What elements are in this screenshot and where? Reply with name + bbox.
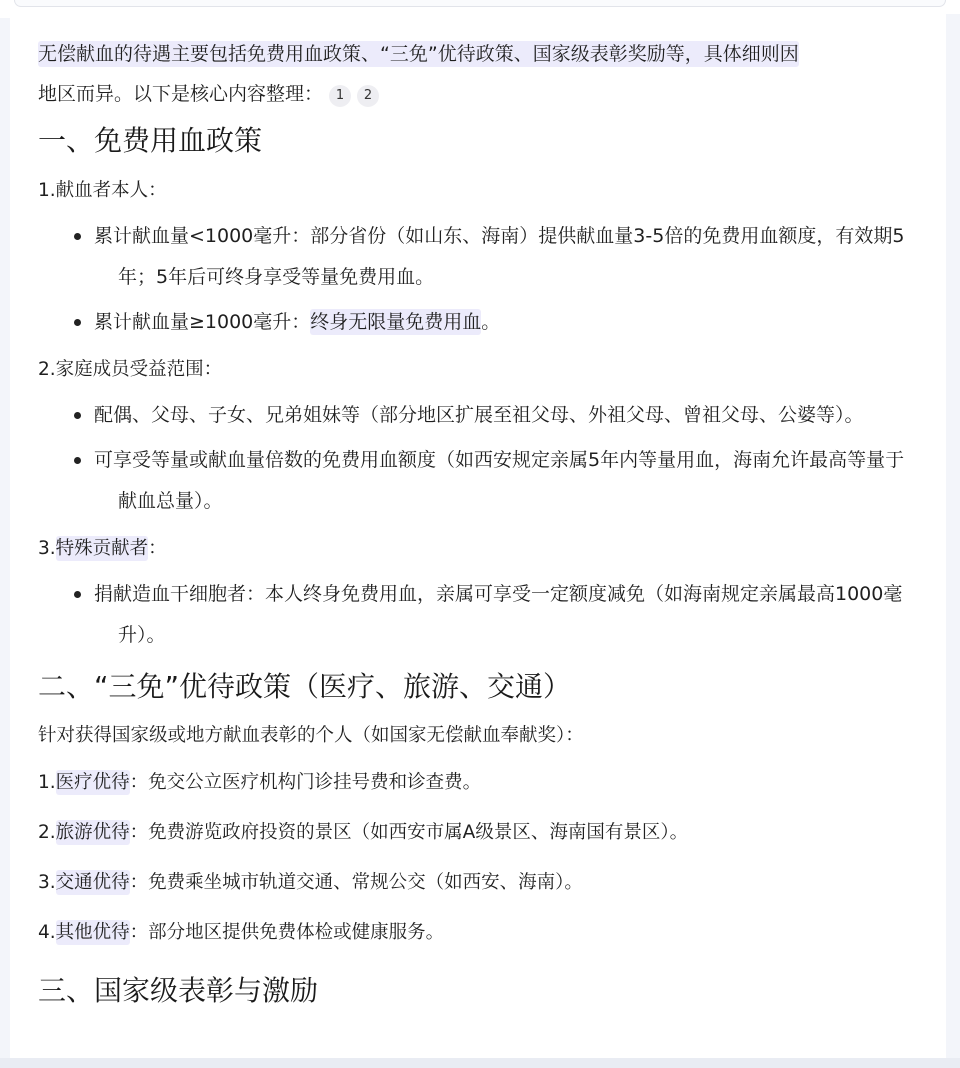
bullet-text: 捐献造血干细胞者：本人终身免费用血，亲属可享受一定额度减免（如海南规定亲属最高1000毫升）。 bbox=[94, 583, 903, 646]
section2-intro: 针对获得国家级或地方献血表彰的个人（如国家无偿献血奉献奖）： bbox=[38, 725, 584, 746]
group-3-bullets bbox=[38, 574, 918, 656]
page-margin bbox=[946, 14, 960, 1058]
answer-content bbox=[38, 34, 918, 1018]
group-number: 2. bbox=[38, 359, 56, 380]
item-text: ：免交公立医疗机构门诊挂号费和诊查费。 bbox=[129, 772, 482, 793]
list-item bbox=[38, 302, 918, 343]
list-item bbox=[38, 440, 918, 522]
bullet-body: 部分省份（如山东、海南）提供献血量3-5倍的免费用血额度，有效期5年；5年后可终身享受等量免费用血。 bbox=[118, 225, 905, 288]
group-title: 献血者本人 bbox=[55, 180, 149, 201]
bullet-dot-icon bbox=[74, 412, 81, 419]
intro-text: 地区而异。以下是核心内容整理： bbox=[38, 83, 324, 105]
bullet-text bbox=[94, 302, 918, 343]
list-item bbox=[38, 216, 918, 298]
bottom-edge bbox=[0, 1058, 960, 1068]
item-number: 1. bbox=[38, 772, 56, 793]
group-title: 家庭成员受益范围 bbox=[55, 359, 204, 380]
bullet-text: 可享受等量或献血量倍数的免费用血额度（如西安规定亲属5年内等量用血，海南允许最高等量于献血总量）。 bbox=[94, 449, 905, 512]
bullet-dot-icon bbox=[74, 319, 81, 326]
item-number: 4. bbox=[38, 922, 56, 943]
bullet-lead: 累计献血量<1000毫升： bbox=[94, 225, 311, 247]
section2-item-1 bbox=[38, 758, 918, 808]
list-item bbox=[38, 574, 918, 656]
item-text: ：免费乘坐城市轨道交通、常规公交（如西安、海南）。 bbox=[129, 872, 583, 893]
section1-heading: 一、免费用血政策 bbox=[38, 124, 263, 157]
item-number: 3. bbox=[38, 872, 56, 893]
bullet-text: 配偶、父母、子女、兄弟姐妹等（部分地区扩展至祖父母、外祖父母、曾祖父母、公婆等）。 bbox=[94, 404, 864, 426]
item-title: 其他优待 bbox=[55, 922, 130, 943]
group-colon: ： bbox=[148, 538, 167, 559]
bullet-highlight: 终身无限量免费用血 bbox=[310, 311, 482, 333]
section2-item-4 bbox=[38, 908, 918, 958]
item-text: ：部分地区提供免费体检或健康服务。 bbox=[129, 922, 445, 943]
section1-group-2 bbox=[38, 347, 918, 393]
item-title: 交通优待 bbox=[55, 872, 130, 893]
bullet-lead: 累计献血量≥1000毫升： bbox=[94, 311, 311, 333]
bullet-text bbox=[94, 216, 918, 298]
answer-card bbox=[10, 14, 946, 1058]
list-item bbox=[38, 395, 918, 436]
intro-highlight: 无偿献血的待遇主要包括免费用血政策、“三免”优待政策、国家级表彰奖励等，具体细则因 bbox=[38, 43, 799, 65]
citation-1[interactable]: 1 bbox=[329, 85, 351, 107]
item-number: 2. bbox=[38, 822, 56, 843]
group-colon: ： bbox=[148, 180, 167, 201]
section3-heading: 三、国家级表彰与激励 bbox=[38, 974, 319, 1007]
section2-item-3 bbox=[38, 858, 918, 908]
group-colon: ： bbox=[203, 359, 223, 380]
section2-heading: 二、“三免”优待政策（医疗、旅游、交通） bbox=[38, 670, 572, 703]
intro-paragraph bbox=[38, 34, 918, 114]
bullet-body: 。 bbox=[481, 311, 501, 333]
section2-item-2 bbox=[38, 808, 918, 858]
group-1-bullets bbox=[38, 216, 918, 343]
citation-2[interactable]: 2 bbox=[357, 85, 379, 107]
item-title: 旅游优待 bbox=[55, 822, 130, 843]
bullet-dot-icon bbox=[74, 233, 81, 240]
section1-group-3 bbox=[38, 526, 918, 572]
group-title: 特殊贡献者 bbox=[55, 538, 149, 559]
group-number: 1. bbox=[38, 180, 56, 201]
group-2-bullets bbox=[38, 395, 918, 522]
group-number: 3. bbox=[38, 538, 56, 559]
bullet-dot-icon bbox=[74, 591, 81, 598]
item-text: ：免费游览政府投资的景区（如西安市属A级景区、海南国有景区）。 bbox=[129, 822, 689, 843]
bullet-dot-icon bbox=[74, 457, 81, 464]
section1-group-1 bbox=[38, 168, 918, 214]
item-title: 医疗优待 bbox=[55, 772, 130, 793]
